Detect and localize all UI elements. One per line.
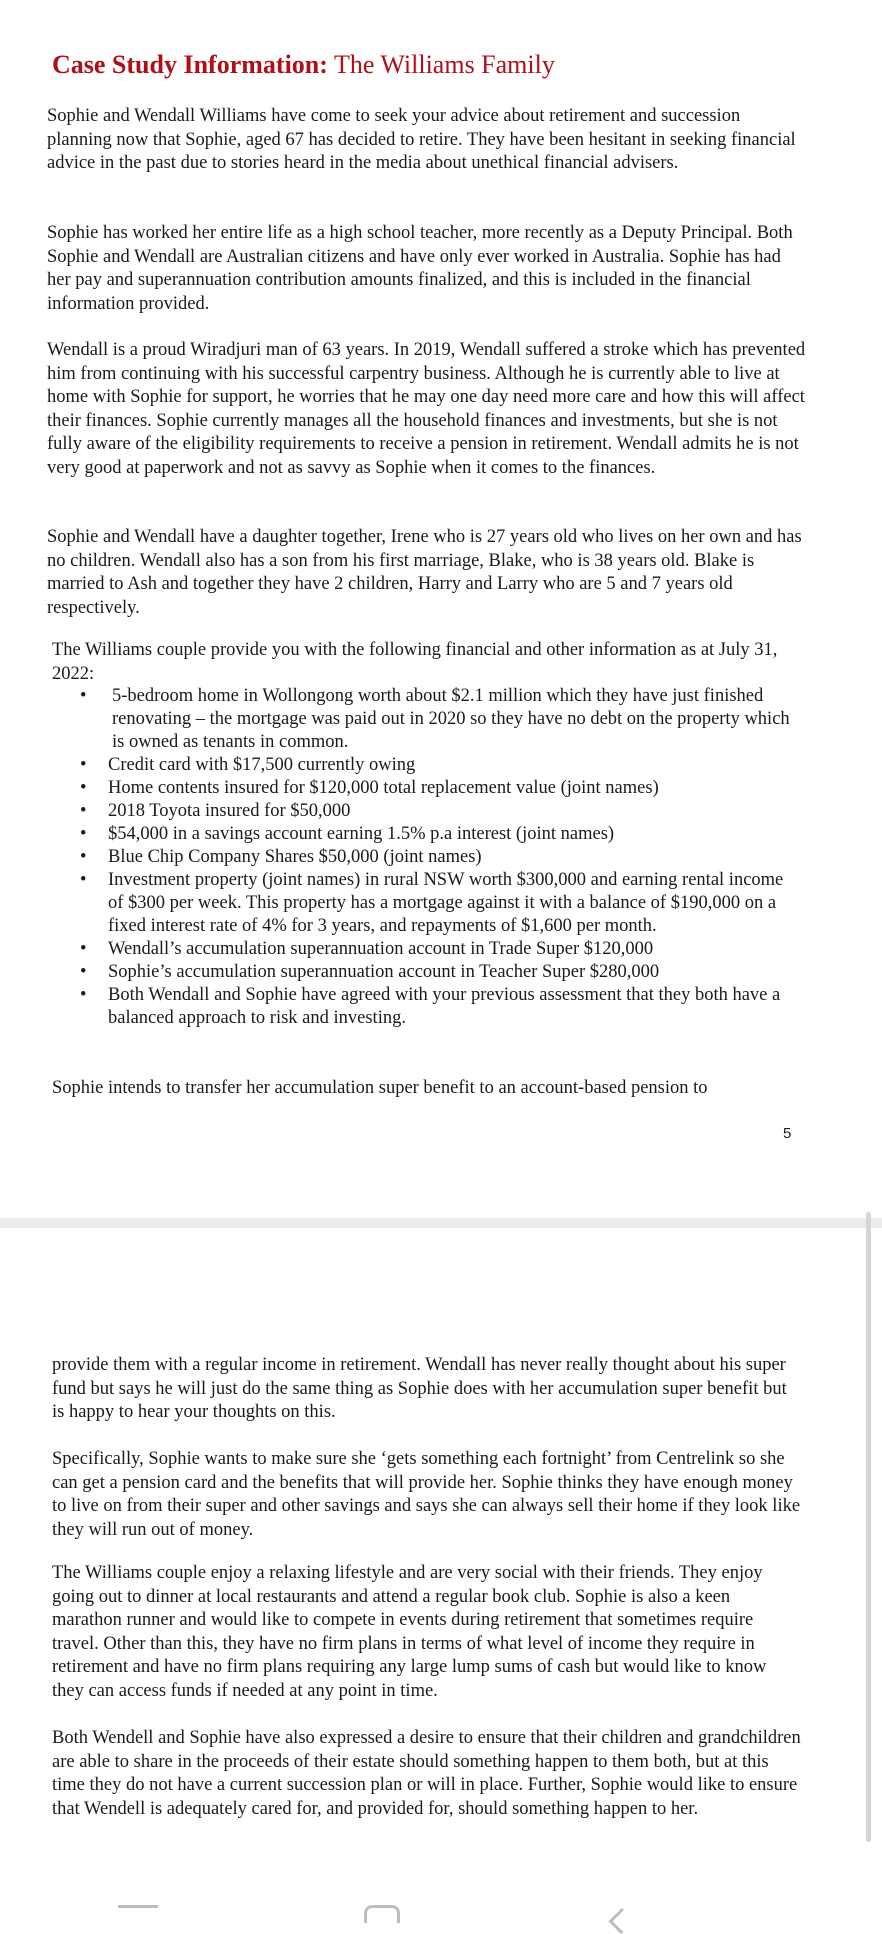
list-item: • Home contents insured for $120,000 total replacement value (joint names): [80, 777, 800, 800]
intro-paragraph: Sophie and Wendall Williams have come to seek your advice about retirement and succession planning now that Sophie, aged 67 has decided to retire. They have been hesitant in seeking financial advice in the past due to stories heard in the media about unethical financial advisers.: [47, 106, 796, 173]
home-nav-icon[interactable]: [364, 1905, 400, 1923]
list-item: • 5-bedroom home in Wollongong worth about $2.1 million which they have just finished renovating – the mortgage was paid out in 2020 so they have no debt on the property which is owned as tenants in common.: [80, 685, 800, 754]
centrelink-paragraph: Specifically, Sophie wants to make sure she ‘gets something each fortnight’ from Centrelink so she can get a pension card and the benefits that will provide her. Sophie thinks they have enough money to live on from their super and other savings and says she can always sell their home if they look like they will run out of money.: [52, 1449, 801, 1540]
sophie-paragraph: Sophie has worked her entire life as a high school teacher, more recently as a Deputy Principal. Both Sophie and Wendall are Australian citizens and have only ever worked in Australia. Sophie has had her pay and superannuation contribution amounts finalized, and this is included in the financial information provided.: [47, 223, 793, 314]
financial-info-intro: The Williams couple provide you with the following financial and other information as at July 31, 2022:: [52, 640, 778, 684]
list-item: • Both Wendall and Sophie have agreed with your previous assessment that they both have a balanced approach to risk and investing.: [80, 984, 800, 1030]
title-label: Case Study Information:: [52, 50, 328, 79]
continuation-paragraph: provide them with a regular income in retirement. Wendall has never really thought about his super fund but says he will just do the same thing as Sophie does with her accumulation super benefit but is happy to hear your thoughts on this.: [52, 1355, 787, 1422]
closing-line: Sophie intends to transfer her accumulation super benefit to an account-based pension to: [52, 1078, 708, 1098]
title-family-name: The Williams Family: [333, 50, 555, 79]
case-study-title: [52, 50, 555, 80]
lifestyle-paragraph: The Williams couple enjoy a relaxing lifestyle and are very social with their friends. They enjoy going out to dinner at local restaurants and attend a regular book club. Sophie is also a keen marathon runner and would like to compete in events during retirement that sometimes require travel. Other than this, they have no firm plans in terms of what level of income they require in retirement and have no firm plans requiring any large lump sums of cash but would like to know they can access funds if needed at any point in time.: [52, 1563, 767, 1701]
financial-info-list: [80, 685, 800, 1030]
list-item: • Sophie’s accumulation superannuation account in Teacher Super $280,000: [80, 961, 800, 984]
list-item: • Blue Chip Company Shares $50,000 (joint names): [80, 846, 800, 869]
list-item: • 2018 Toyota insured for $50,000: [80, 800, 800, 823]
list-item: • Credit card with $17,500 currently owing: [80, 754, 800, 777]
document-page-6: [0, 1228, 882, 1920]
estate-paragraph: Both Wendell and Sophie have also expressed a desire to ensure that their children and grandchildren are able to share in the proceeds of their estate should something happen to them both, but at this time they do not have a current succession plan or will in place. Further, Sophie would like to ensure that Wendell is adequately cared for, and provided for, should something happen to her.: [52, 1728, 801, 1819]
family-paragraph: Sophie and Wendall have a daughter together, Irene who is 27 years old who lives on her own and has no children. Wendall also has a son from his first marriage, Blake, who is 38 years old. Blake is married to Ash and together they have 2 children, Harry and Larry who are 5 and 7 years old respectively.: [47, 527, 802, 618]
page-number: 5: [783, 1125, 792, 1142]
list-item: • $54,000 in a savings account earning 1.5% p.a interest (joint names): [80, 823, 800, 846]
menu-nav-icon[interactable]: [118, 1905, 158, 1923]
wendall-paragraph: Wendall is a proud Wiradjuri man of 63 years. In 2019, Wendall suffered a stroke which has prevented him from continuing with his successful carpentry business. Although he is currently able to live at home with Sophie for support, he worries that he may one day need more care and how this will affect their finances. Sophie currently manages all the household finances and investments, but she is not fully aware of the eligibility requirements to receive a pension in retirement. Wendall admits he is not very good at paperwork and not as savvy as Sophie when it comes to the finances.: [47, 340, 806, 478]
page-divider: [0, 1218, 882, 1228]
list-item: • Investment property (joint names) in rural NSW worth $300,000 and earning rental income of $300 per week. This property has a mortgage against it with a balance of $190,000 on a fixed interest rate of 4% for 3 years, and repayments of $1,600 per month.: [80, 869, 800, 938]
list-item: • Wendall’s accumulation superannuation account in Trade Super $120,000: [80, 938, 800, 961]
